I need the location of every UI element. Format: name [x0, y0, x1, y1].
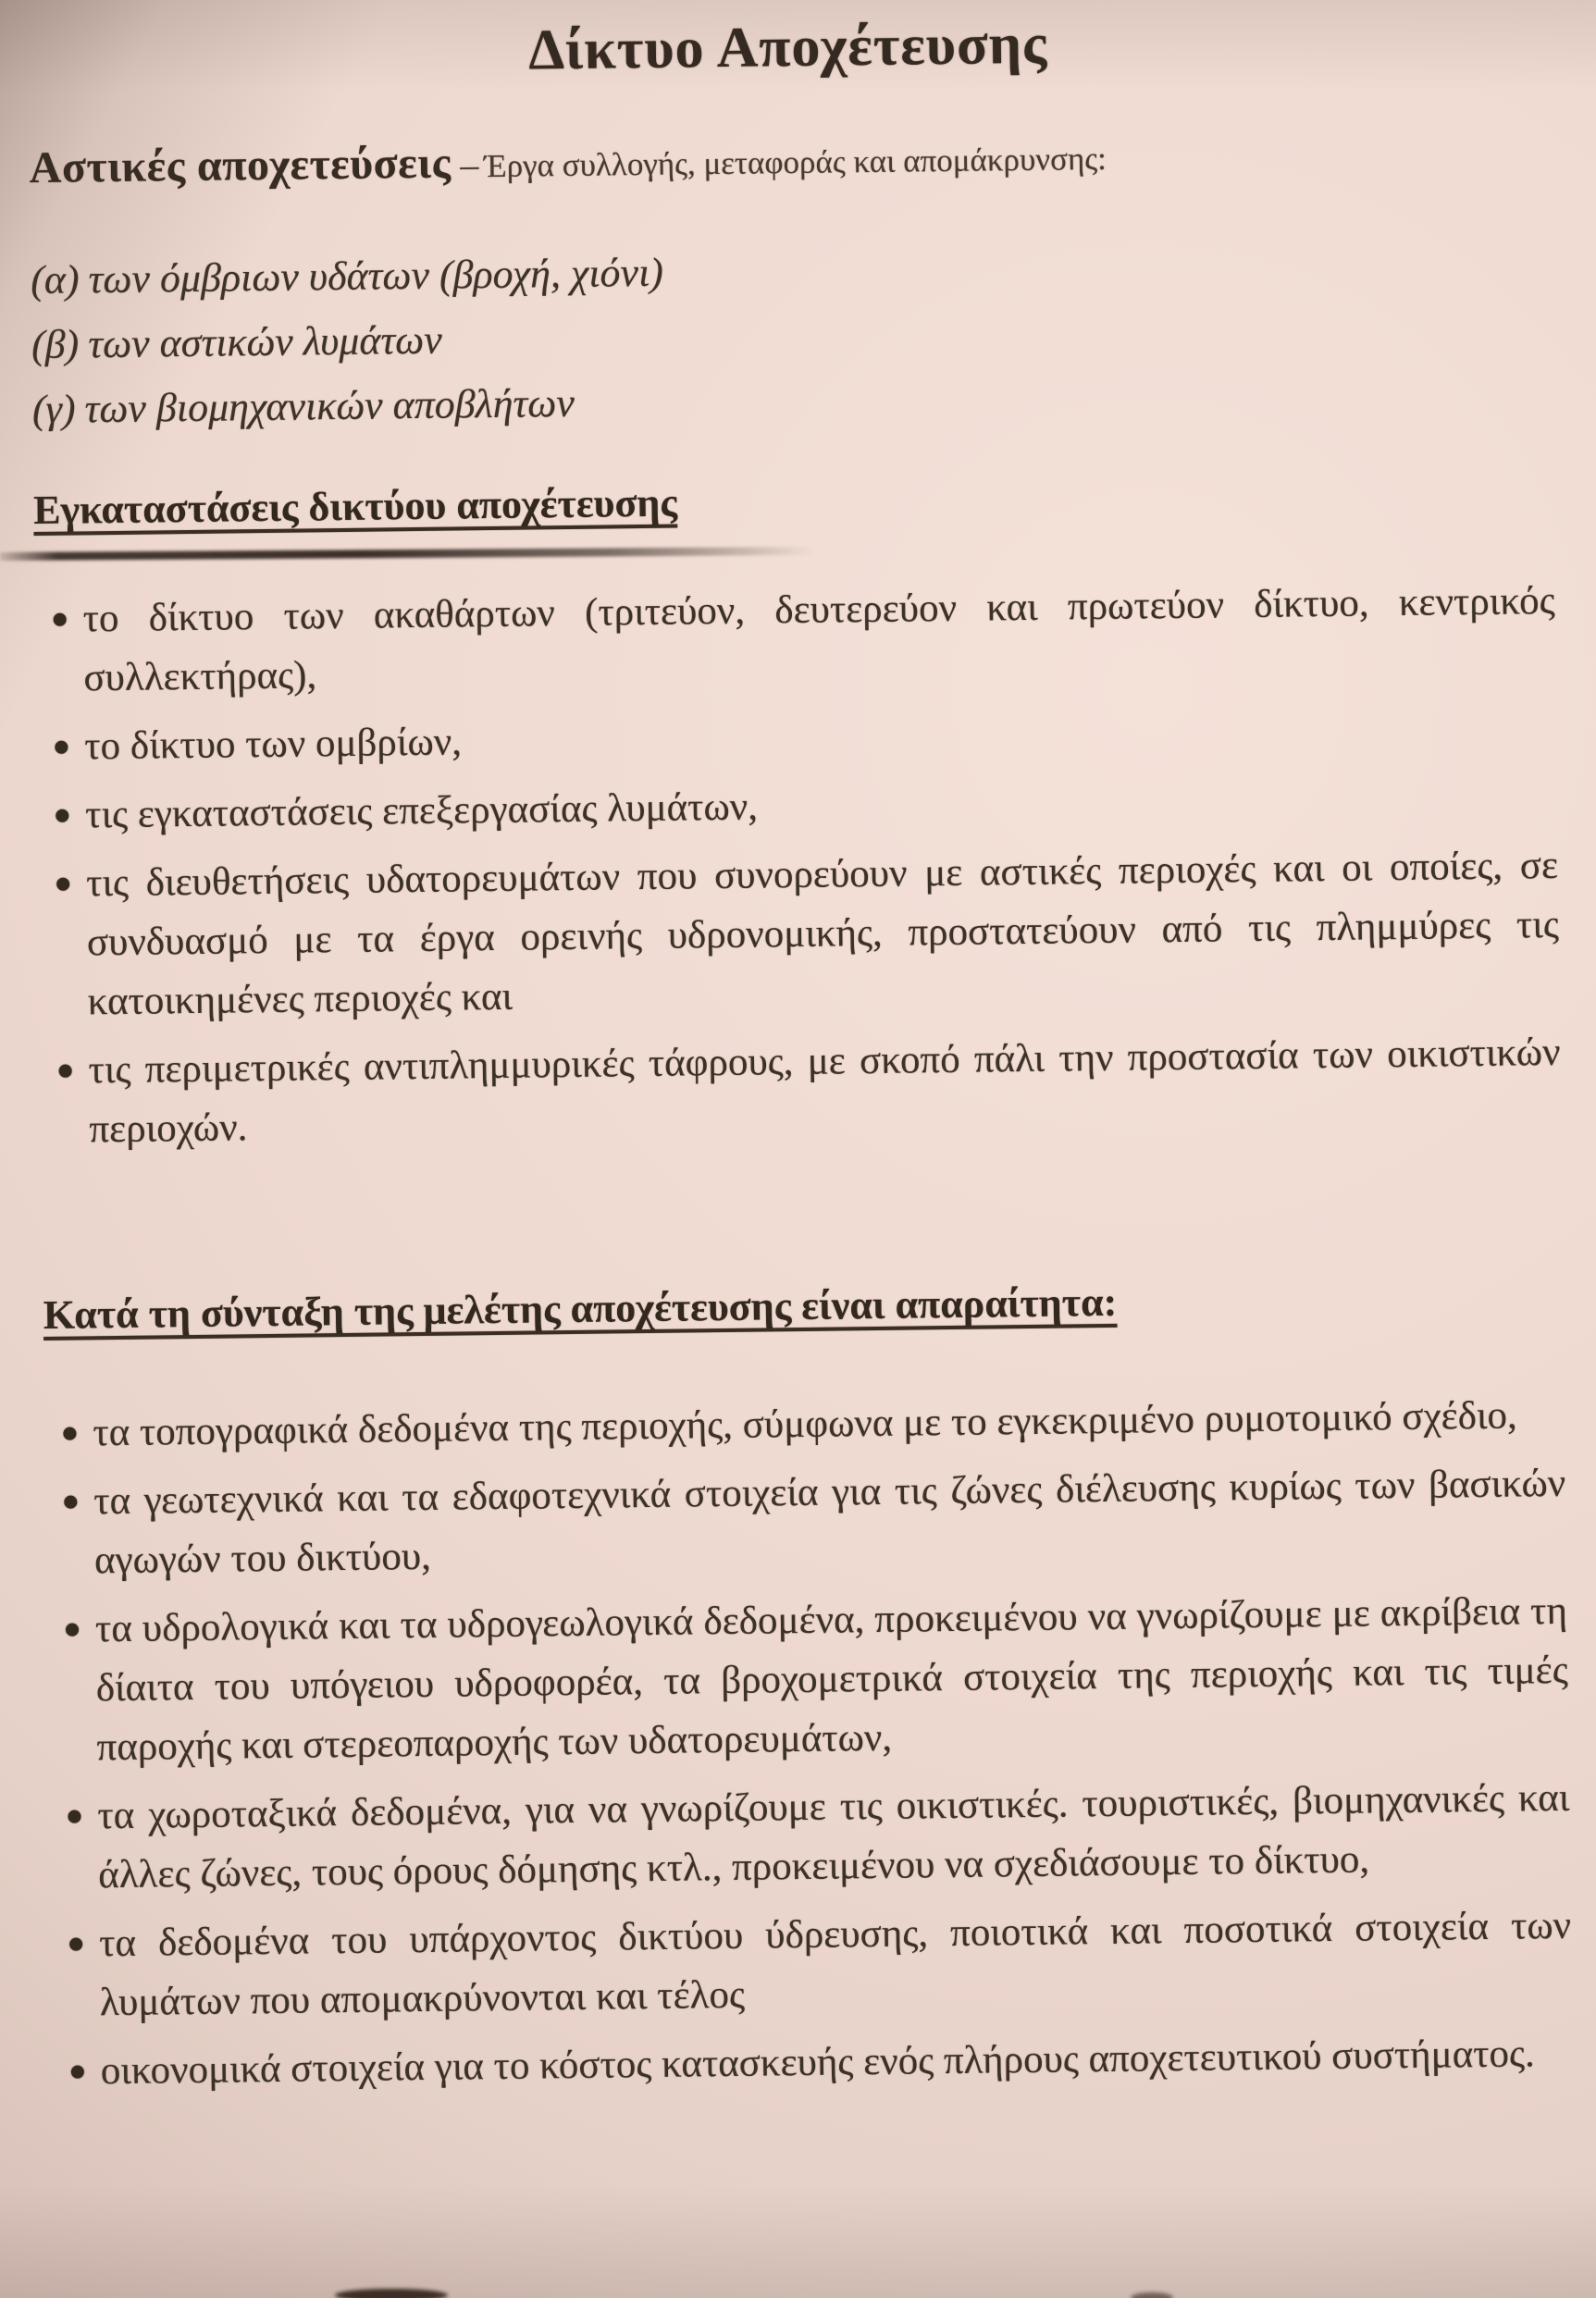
- page-title: Δίκτυο Αποχέτευσης: [527, 12, 1048, 82]
- section-heading-text: Κατά τη σύνταξη της μελέτης αποχέτευσης είναι απαραίτητα:: [43, 1279, 1118, 1338]
- installations-bullet-list: [34, 572, 1561, 1160]
- list-item: τα δεδομένα του υπάρχοντος δικτύου ύδρευσης, ποιοτικά και ποσοτικά στοιχεία των λυμάτων που απομακρύνονται και τέλος: [51, 1896, 1572, 2033]
- section-heading-text: Εγκαταστάσεις δικτύου αποχέτευσης: [32, 479, 678, 534]
- intro-description: Έργα συλλογής, μεταφοράς και απομάκρυνσης:: [484, 140, 1107, 185]
- list-item: τα υδρολογικά και τα υδρογεωλογικά δεδομένα, προκειμένου να γνωρίζουμε με ακρίβεια τη δίαιτα του υπόγειου υδροφορέα, τα βροχομετρικά στοιχεία της περιοχής και τις τιμές παροχής και στερεοπαροχής των υδατορευμάτων,: [47, 1582, 1569, 1778]
- intro-separator: –: [460, 143, 479, 186]
- page-bottom-mark: [335, 2289, 448, 2298]
- letter-text: των όμβριων υδάτων (βροχή, χιόνι): [88, 249, 664, 303]
- list-item: τις εγκαταστάσεις επεξεργασίας λυμάτων,: [37, 768, 1558, 846]
- intro-lead: Αστικές αποχετεύσεις: [29, 138, 452, 193]
- study-requirements-bullet-list: [44, 1386, 1573, 2102]
- intro-line: [29, 120, 1550, 202]
- section-heading-installations: [33, 466, 1554, 537]
- letter-list: [31, 229, 1553, 442]
- section-heading-study-requirements: [43, 1271, 1565, 1341]
- letter-marker: (α): [30, 256, 80, 303]
- list-item: τις διευθετήσεις υδατορευμάτων που συνορεύουν με αστικές περιοχές και οι οποίες, σε συνδυασμό με τα έργα ορεινής υδρονομικής, προστατεύουν από τις πλημμύρες τις κατοικημένες περιοχές και: [38, 836, 1560, 1032]
- list-item: το δίκτυο των ακαθάρτων (τριτεύον, δευτερεύον και πρωτεύον δίκτυο, κεντρικός συλλεκτήρας),: [34, 572, 1555, 709]
- page-bottom-mark-small: [1131, 2292, 1173, 2298]
- letter-text: των αστικών λυμάτων: [87, 316, 443, 367]
- list-item: το δίκτυο των ομβρίων,: [36, 699, 1557, 777]
- list-item: τα χωροταξικά δεδομένα, για να γνωρίζουμε τις οικιστικές. τουριστικές, βιομηχανικές και άλλες ζώνες, τους όρους δόμησης κτλ., προκειμένου να σχεδιάσουμε το δίκτυο,: [49, 1769, 1570, 1906]
- letter-marker: (β): [31, 321, 80, 368]
- list-item: οικονομικά στοιχεία για το κόστος κατασκευής ενός πλήρους αποχετευτικού συστήματος.: [52, 2024, 1573, 2102]
- list-item: τα γεωτεχνικά και τα εδαφοτεχνικά στοιχεία για τις ζώνες διέλευσης κυρίως των βασικών αγωγών του δικτύου,: [45, 1454, 1566, 1591]
- list-item: τις περιμετρικές αντιπλημμυρικές τάφρους, με σκοπό πάλι την προστασία των οικιστικών περιοχών.: [40, 1023, 1561, 1160]
- letter-text: των βιομηχανικών αποβλήτων: [84, 379, 575, 432]
- letter-marker: (γ): [31, 386, 76, 433]
- list-item: τα τοπογραφικά δεδομένα της περιοχής, σύμφωνα με το εγκεκριμένο ρυμοτομικό σχέδιο,: [44, 1386, 1565, 1464]
